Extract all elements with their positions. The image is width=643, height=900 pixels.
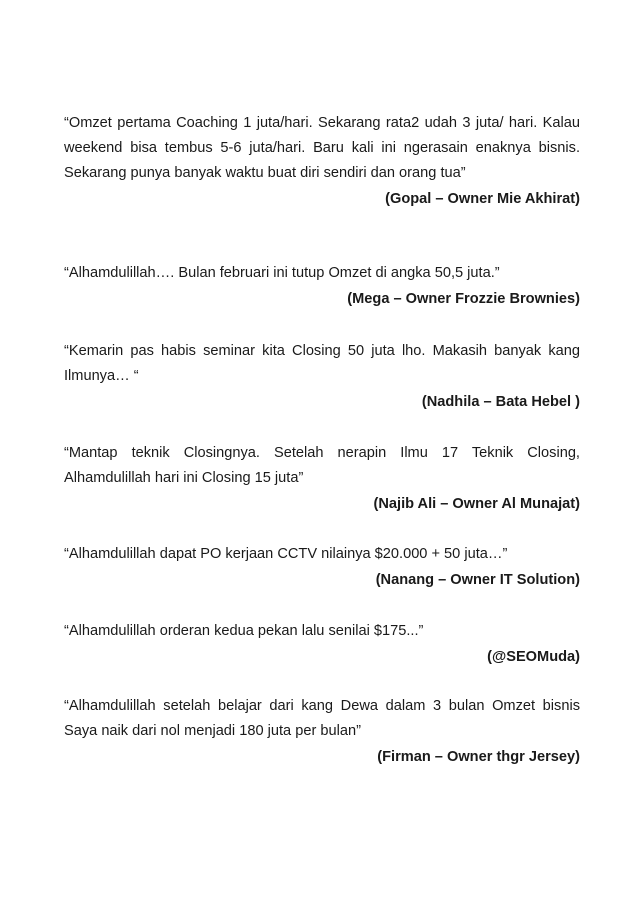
testimonial-quote: “Alhamdulillah setelah belajar dari kang Dewa dalam 3 bulan Omzet bisnis Saya naik dari nol menjadi 180 juta per bulan” (64, 698, 580, 739)
testimonial-author: (Firman – Owner thgr Jersey) (377, 749, 580, 765)
testimonial-quote: “Mantap teknik Closingnya. Setelah nerapin Ilmu 17 Teknik Closing, Alhamdulillah hari ini Closing 15 juta” (64, 445, 580, 486)
testimonial-quote: “Alhamdulillah dapat PO kerjaan CCTV nilainya $20.000 + 50 juta…” (64, 546, 508, 562)
testimonial-author: (@SEOMuda) (487, 649, 580, 665)
testimonial-seomuda (64, 619, 580, 670)
testimonial-quote: “Alhamdulillah orderan kedua pekan lalu senilai $175...” (64, 623, 424, 639)
testimonial-quote: “Kemarin pas habis seminar kita Closing 50 juta lho. Makasih banyak kang Ilmunya… “ (64, 343, 580, 384)
testimonial-najib (64, 441, 580, 517)
testimonial-author: (Nanang – Owner IT Solution) (375, 572, 580, 588)
testimonial-author: (Mega – Owner Frozzie Brownies) (347, 291, 580, 307)
testimonial-author: (Nadhila – Bata Hebel ) (421, 394, 580, 410)
testimonial-quote: “Alhamdulillah…. Bulan februari ini tutup Omzet di angka 50,5 juta.” (64, 265, 500, 281)
testimonial-firman (64, 694, 580, 770)
testimonial-quote: “Omzet pertama Coaching 1 juta/hari. Sekarang rata2 udah 3 juta/ hari. Kalau weekend bisa tembus 5-6 juta/hari. Baru kali ini ngerasain enaknya bisnis. Sekarang punya banyak waktu buat diri sendiri dan orang tua” (64, 115, 580, 181)
testimonial-author: (Najib Ali – Owner Al Munajat) (373, 496, 580, 512)
testimonial-gopal (64, 111, 580, 212)
testimonial-nadhila (64, 339, 580, 415)
testimonial-author: (Gopal – Owner Mie Akhirat) (385, 191, 580, 207)
testimonial-mega (64, 261, 580, 312)
testimonial-nanang (64, 542, 580, 593)
